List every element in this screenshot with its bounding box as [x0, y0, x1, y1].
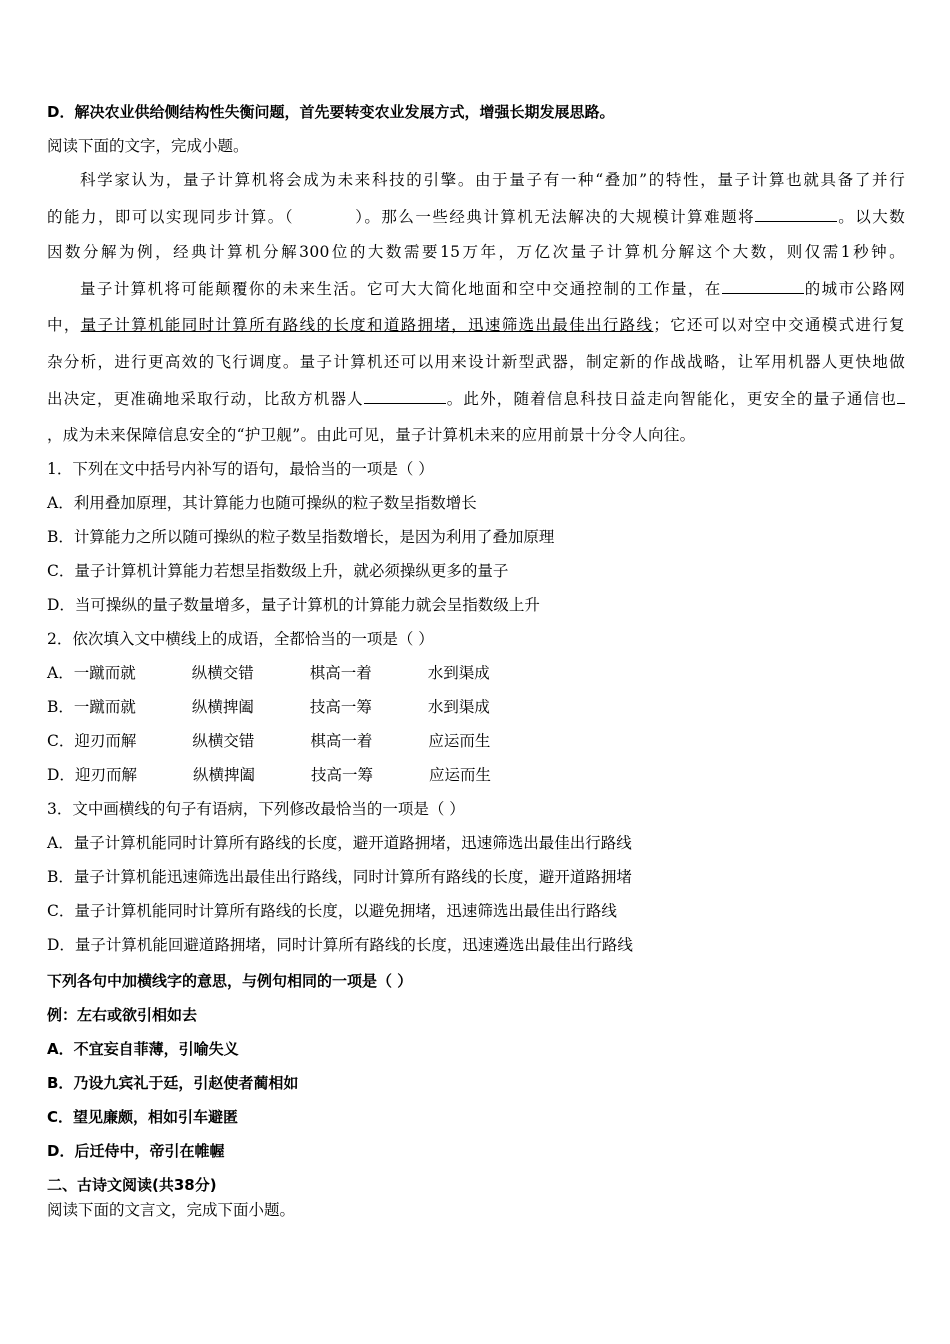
q1-option-c: C．量子计算机计算能力若想呈指数级上升，就必须操纵更多的量子: [47, 562, 509, 580]
fill-blank: [755, 207, 837, 222]
fill-blank: [722, 279, 804, 294]
passage-line: 科学家认为，量子计算机将会成为未来科技的引擎。由于量子有一种“叠加”的特性，量子计算也就具备了并行: [80, 171, 905, 189]
passage-line: 的能力，即可以实现同步计算。（ ）。那么一些经典计算机无法解决的大规模计算难题将 。以大数: [47, 208, 905, 226]
fill-blank: [897, 389, 905, 404]
reading-instruction: 阅读下面的文字，完成小题。: [47, 137, 249, 155]
q4-option-b: B．乃设九宾礼于廷，引赵使者蔺相如: [47, 1074, 299, 1092]
q3-option-c: C．量子计算机能同时计算所有路线的长度，以避免拥堵，迅速筛选出最佳出行路线: [47, 902, 617, 920]
q2-option-d: D．迎刃而解 纵横捭阖 技高一筹 应运而生: [47, 766, 491, 784]
q1-option-b: B．计算能力之所以随可操纵的粒子数呈指数增长，是因为利用了叠加原理: [47, 528, 555, 546]
q4-option-a: A．不宜妄自菲薄，引喻失义: [47, 1040, 239, 1058]
q1-option-a: A．利用叠加原理，其计算能力也随可操纵的粒子数呈指数增长: [47, 494, 477, 512]
q3-option-b: B．量子计算机能迅速筛选出最佳出行路线，同时计算所有路线的长度，避开道路拥堵: [47, 868, 632, 886]
passage-line: 杂分析，进行更高效的飞行调度。量子计算机还可以用来设计新型武器，制定新的作战战略，让军用机器人更快地做: [47, 353, 905, 371]
q1-stem: 1．下列在文中括号内补写的语句，最恰当的一项是（ ）: [47, 460, 434, 478]
q2-option-c: C．迎刃而解 纵横交错 棋高一着 应运而生: [47, 732, 491, 750]
q1-option-d: D．当可操纵的量子数量增多，量子计算机的计算能力就会呈指数级上升: [47, 596, 540, 614]
passage-line: 中，量子计算机能同时计算所有路线的长度和道路拥堵，迅速筛选出最佳出行路线；它还可以对空中交通模式进行复: [47, 316, 905, 334]
q2-stem: 2．依次填入文中横线上的成语，全都恰当的一项是（ ）: [47, 630, 434, 648]
prev-option-d: D．解决农业供给侧结构性失衡问题，首先要转变农业发展方式，增强长期发展思路。: [47, 103, 615, 121]
section-heading: 二、古诗文阅读(共38分): [47, 1176, 217, 1194]
underlined-sentence: 量子计算机能同时计算所有路线的长度和道路拥堵，迅速筛选出最佳出行路线: [80, 316, 654, 334]
q4-option-d: D．后迁侍中，帝引在帷幄: [47, 1142, 225, 1160]
q4-option-c: C．望见廉颇，相如引车避匿: [47, 1108, 239, 1126]
q2-option-b: B．一蹴而就 纵横捭阖 技高一筹 水到渠成: [47, 698, 490, 716]
q3-option-d: D．量子计算机能回避道路拥堵，同时计算所有路线的长度，迅速遴选出最佳出行路线: [47, 936, 633, 954]
passage-line: 出决定，更准确地采取行动，比敌方机器人 。此外，随着信息科技日益走向智能化，更安全的量子通信也: [47, 389, 905, 409]
q3-option-a: A．量子计算机能同时计算所有路线的长度，避开道路拥堵，迅速筛选出最佳出行路线: [47, 834, 632, 852]
reading-instruction-2: 阅读下面的文言文，完成下面小题。: [47, 1201, 296, 1219]
q2-option-a: A．一蹴而就 纵横交错 棋高一着 水到渠成: [47, 664, 490, 682]
q3-stem: 3．文中画横线的句子有语病，下列修改最恰当的一项是（ ）: [47, 800, 465, 818]
passage-line: ，成为未来保障信息安全的“护卫舰”。由此可见，量子计算机未来的应用前景十分令人向往。: [47, 426, 696, 444]
q4-stem: 下列各句中加横线字的意思，与例句相同的一项是（ ）: [47, 972, 413, 990]
fill-blank: [364, 389, 446, 404]
q4-example: 例：左右或欲引相如去: [47, 1006, 198, 1024]
passage-line: 因数分解为例，经典计算机分解300位的大数需要15万年，万亿次量子计算机分解这个大数，则仅需1秒钟。: [47, 243, 905, 261]
passage-line: 量子计算机将可能颠覆你的未来生活。它可大大简化地面和空中交通控制的工作量，在 的城市公路网: [80, 280, 905, 298]
